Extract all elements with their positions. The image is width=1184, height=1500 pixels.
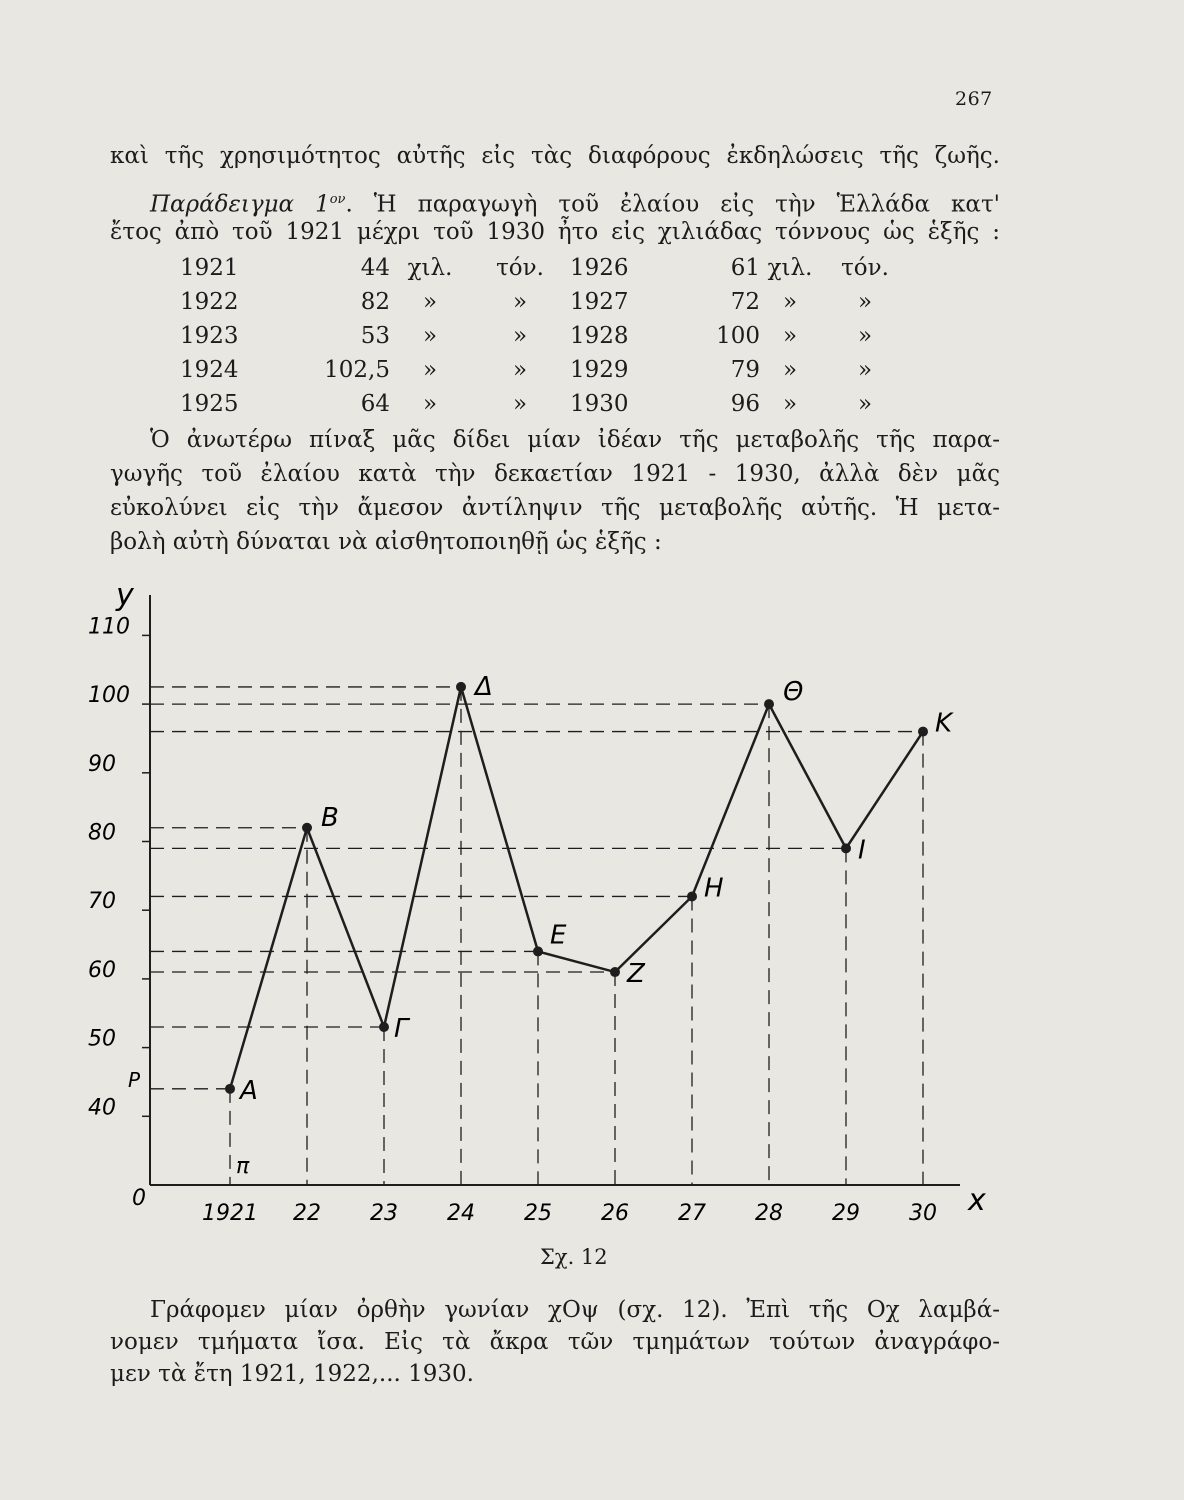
para3-line-2: νομεν τμήματα ἴσα. Εἰς τὰ ἄκρα τῶν τμημάτων τούτων ἀναγράφο- <box>110 1329 1000 1355</box>
y-tick-label: 50 <box>88 1026 116 1052</box>
table-cell-u4: » <box>857 323 873 349</box>
pi-label: π <box>236 1154 250 1179</box>
y-tick-label: 100 <box>88 683 130 709</box>
table-cell-v1: 102,5 <box>324 357 390 383</box>
table-row <box>180 251 910 285</box>
table-cell-u3: » <box>782 357 798 383</box>
point-label: A <box>240 1075 258 1106</box>
table-cell-u4: τόν. <box>841 255 889 281</box>
x-axis-label: x <box>968 1183 986 1218</box>
table-cell-u2: τόν. <box>496 255 544 281</box>
y-tick-label: 40 <box>88 1095 116 1121</box>
point-label: B <box>321 802 339 833</box>
origin-label: 0 <box>132 1186 146 1211</box>
table-cell-v1: 53 <box>360 323 390 349</box>
production-line-chart <box>80 565 1000 1245</box>
table-cell-u3: » <box>782 323 798 349</box>
data-point <box>610 967 620 977</box>
data-point <box>225 1084 235 1094</box>
y-tick-label: 80 <box>88 820 116 846</box>
table-cell-u2: » <box>512 357 528 383</box>
x-tick-label: 30 <box>909 1201 937 1226</box>
point-label: H <box>704 873 724 904</box>
point-label: Θ <box>783 677 804 708</box>
x-tick-label: 28 <box>755 1201 783 1226</box>
table-cell-u4: » <box>857 357 873 383</box>
para2-line-2: γωγῆς τοῦ ἐλαίου κατὰ τὴν δεκαετίαν 1921 - 1930, ἀλλὰ δὲν μᾶς <box>110 461 1000 487</box>
table-row <box>180 285 910 319</box>
table-body <box>180 251 910 421</box>
table-cell-v1: 82 <box>360 289 390 315</box>
table-cell-v2: 61 <box>730 255 760 281</box>
example-label: Παράδειγμα 1 <box>150 191 330 218</box>
table-cell-u1: » <box>422 323 438 349</box>
table-cell-y2: 1929 <box>570 357 629 383</box>
para2-line-1: Ὁ ἀνωτέρω πίναξ μᾶς δίδει μίαν ἰδέαν τῆς μεταβολῆς τῆς παρα- <box>150 427 1000 453</box>
point-label: I <box>858 835 866 866</box>
table-cell-y1: 1922 <box>180 289 239 315</box>
point-label: Γ <box>394 1013 409 1044</box>
p-label: P <box>128 1067 141 1092</box>
table-cell-y2: 1930 <box>570 391 629 417</box>
point-label: Z <box>627 959 645 990</box>
y-tick-label: 110 <box>88 614 130 640</box>
para2-line-3: εὐκολύνει εἰς τὴν ἄμεσον ἀντίληψιν τῆς μεταβολῆς αὐτῆς. Ἡ μετα- <box>110 495 1000 521</box>
y-axis-label: y <box>116 578 134 613</box>
data-point <box>379 1022 389 1032</box>
figure-caption: Σχ. 12 <box>540 1245 608 1269</box>
table-cell-u4: » <box>857 391 873 417</box>
x-tick-label: 27 <box>678 1201 706 1226</box>
table-cell-y2: 1926 <box>570 255 629 281</box>
data-point <box>456 682 466 692</box>
y-tick-label: 70 <box>88 889 116 915</box>
y-tick-label: 90 <box>88 751 116 777</box>
table-row <box>180 319 910 353</box>
table-cell-v2: 100 <box>716 323 760 349</box>
data-point <box>302 823 312 833</box>
x-tick-label: 24 <box>447 1201 475 1226</box>
para3-line-3: μεν τὰ ἔτη 1921, 1922,... 1930. <box>110 1361 474 1387</box>
table-cell-u2: » <box>512 289 528 315</box>
table-cell-u1: χιλ. <box>407 255 453 281</box>
example-text: Ἡ παραγωγὴ τοῦ ἐλαίου εἰς τὴν Ἑλλάδα κατ' <box>352 191 1000 218</box>
example-dot: . <box>345 191 353 218</box>
table-cell-u1: » <box>422 357 438 383</box>
table-cell-y1: 1924 <box>180 357 239 383</box>
table-cell-y1: 1921 <box>180 255 239 281</box>
table-cell-u3: » <box>782 391 798 417</box>
table-cell-u3: » <box>782 289 798 315</box>
x-tick-label: 23 <box>370 1201 398 1226</box>
table-cell-v1: 64 <box>360 391 390 417</box>
table-cell-u1: » <box>422 289 438 315</box>
point-label: K <box>935 708 953 739</box>
para2-line-4: βολὴ αὐτὴ δύναται νὰ αἰσθητοποιηθῇ ὡς ἑξῆς : <box>110 529 662 555</box>
table-cell-v2: 96 <box>730 391 760 417</box>
page-number: 267 <box>955 88 993 110</box>
data-point <box>764 699 774 709</box>
table-cell-y2: 1927 <box>570 289 629 315</box>
data-point <box>533 946 543 956</box>
point-label: E <box>550 920 567 951</box>
x-tick-label: 22 <box>293 1201 321 1226</box>
para3-line-1: Γράφομεν μίαν ὀρθὴν γωνίαν χΟψ (σχ. 12). Ἐπὶ τῆς Οχ λαμβά- <box>150 1297 1000 1323</box>
x-tick-label: 1921 <box>202 1201 258 1226</box>
data-point <box>918 727 928 737</box>
y-tick-label: 60 <box>88 957 116 983</box>
data-point <box>841 843 851 853</box>
data-point <box>687 891 697 901</box>
example-superscript: ον <box>329 192 346 207</box>
table-cell-y2: 1928 <box>570 323 629 349</box>
table-cell-u1: » <box>422 391 438 417</box>
table-row <box>180 353 910 387</box>
table-cell-y1: 1925 <box>180 391 239 417</box>
table-cell-u2: » <box>512 391 528 417</box>
table-cell-u2: » <box>512 323 528 349</box>
text-line-1: καὶ τῆς χρησιμότητος αὐτῆς εἰς τὰς διαφόρους ἐκδηλώσεις τῆς ζωῆς. <box>110 143 1000 169</box>
production-table <box>180 251 910 421</box>
table-cell-v1: 44 <box>360 255 390 281</box>
table-cell-u3: χιλ. <box>767 255 813 281</box>
table-row <box>180 387 910 421</box>
text-line-3: ἔτος ἀπὸ τοῦ 1921 μέχρι τοῦ 1930 ἦτο εἰς χιλιάδας τόννους ὡς ἑξῆς : <box>110 219 1000 245</box>
table-cell-v2: 79 <box>730 357 760 383</box>
x-tick-label: 25 <box>524 1201 552 1226</box>
table-cell-y1: 1923 <box>180 323 239 349</box>
series-line <box>230 687 923 1089</box>
table-cell-u4: » <box>857 289 873 315</box>
table-cell-v2: 72 <box>730 289 760 315</box>
x-tick-label: 29 <box>832 1201 860 1226</box>
point-label: Δ <box>475 671 493 702</box>
x-tick-label: 26 <box>601 1201 629 1226</box>
